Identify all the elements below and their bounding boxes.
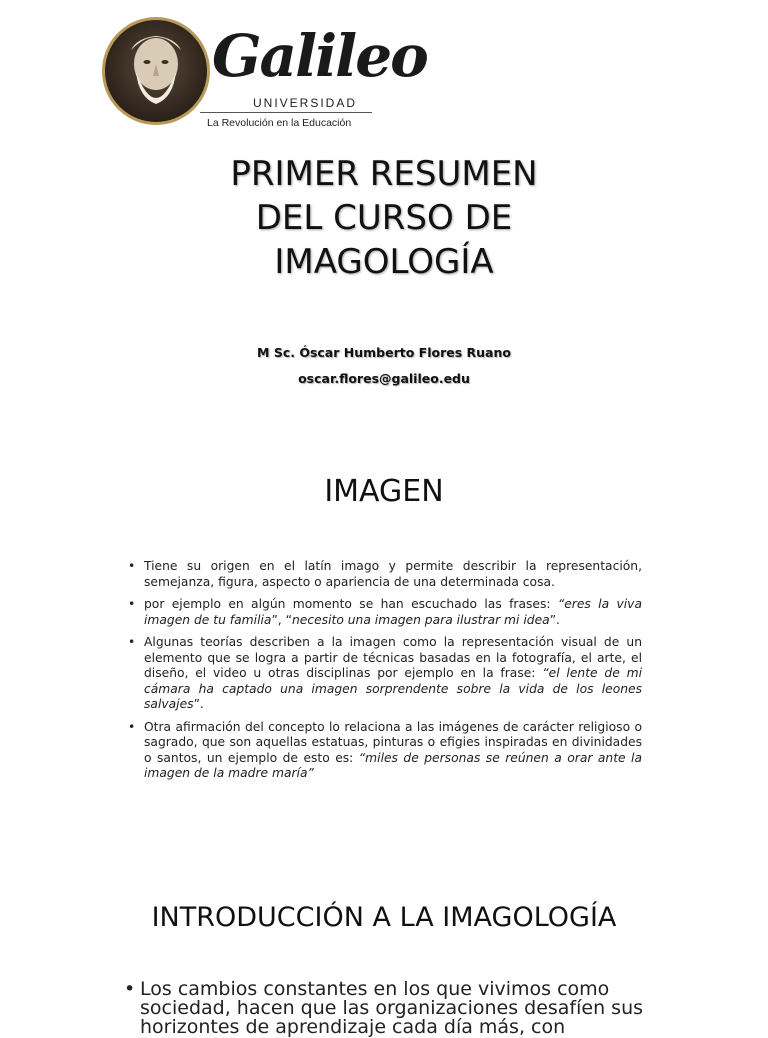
intro-text: Los cambios constantes en los que vivimos como sociedad, hacen que las organizaciones desafíen sus horizontes de aprendizaje cada día más, con (140, 978, 644, 1038)
title-line-1: PRIMER RESUMEN (230, 154, 538, 194)
logo-wordmark: Galileo (212, 22, 427, 90)
bullet-marker: • (124, 978, 136, 1000)
title-line-3: IMAGOLOGÍA (274, 242, 494, 282)
bullet-text: Tiene su origen en el latín imago y permite describir la representación, semejanza, figura, aspecto o apariencia de una determinada cosa. (144, 559, 642, 589)
list-item (128, 635, 642, 713)
list-item (128, 720, 642, 782)
bullet-text-mid: ”, “ (271, 612, 292, 627)
logo-divider (200, 112, 372, 113)
bullet-quote: “miles de personas se reúnen a orar ante la imagen de la madre maría” (144, 750, 642, 780)
intro-paragraph (124, 980, 644, 1037)
logo-tagline: La Revolución en la Educación (207, 117, 352, 129)
list-item (128, 559, 642, 590)
bullet-text-end: ”. (549, 612, 560, 627)
bullet-text-end: ”. (193, 697, 204, 711)
bullet-quote: “eres la viva imagen de tu familia (144, 597, 642, 627)
section-heading-introduccion: INTRODUCCIÓN A LA IMAGOLOGÍA (151, 902, 617, 933)
bearded-scholar-portrait-icon (102, 17, 210, 125)
bullet-marker: • (128, 597, 136, 611)
bullet-text: Otra afirmación del concepto lo relaciona a las imágenes de carácter religioso o sagrado, que son aquellas estatuas, pinturas o efigies inspiradas en divinidades o santos, un ejemplo de esto es: (144, 719, 642, 765)
list-item (128, 597, 642, 628)
bullet-text: Algunas teorías describen a la imagen como la representación visual de un elemento que se logra a partir de técnicas basadas en la fotografía, el arte, el diseño, el video u otras disciplinas por ejemplo en la frase: (144, 635, 642, 680)
section-heading-imagen: IMAGEN (324, 474, 444, 509)
bullet-text: por ejemplo en algún momento se han escuchado las frases: (144, 597, 558, 611)
document-title (0, 152, 768, 284)
title-line-2: DEL CURSO DE (255, 198, 513, 238)
bullet-marker: • (128, 719, 136, 734)
logo-subtitle: UNIVERSIDAD (253, 96, 358, 110)
bullet-marker: • (128, 635, 136, 649)
bullet-list (128, 559, 642, 789)
author-name: M Sc. Óscar Humberto Flores Ruano (257, 345, 511, 360)
bullet-quote: necesito una imagen para ilustrar mi idea (292, 612, 550, 627)
author-email: oscar.flores@galileo.edu (298, 371, 470, 386)
bullet-quote: “el lente de mi cámara ha captado una imagen sorprendente sobre la vida de los leones salvajes (144, 666, 642, 711)
bullet-marker: • (128, 559, 136, 573)
